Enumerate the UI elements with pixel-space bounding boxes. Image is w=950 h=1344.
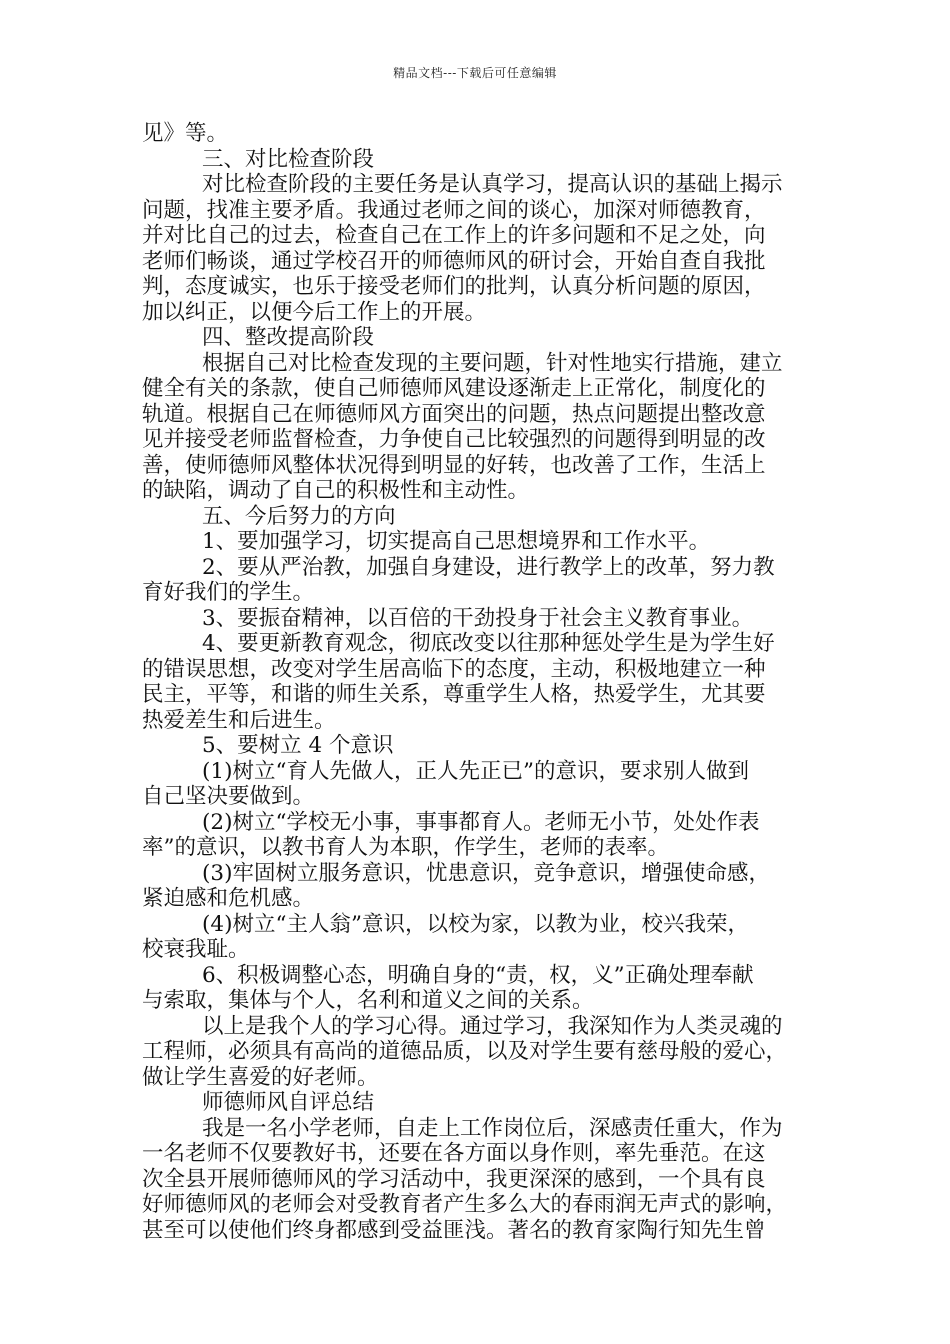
text-line: 一名老师不仅要教好书，还要在各方面以身作则，率先垂范。在这 (142, 1141, 766, 1166)
document-body (142, 121, 808, 1243)
text-line: (2)树立“学校无小事，事事都育人。老师无小节，处处作表 (202, 809, 760, 835)
text-line: 轨道。根据自己在师德师风方面突出的问题，热点问题提出整改意 (142, 401, 766, 427)
text-line: 见并接受老师监督检查，力争使自己比较强烈的问题得到明显的改 (142, 427, 766, 452)
text-line: 判，态度诚实，也乐于接受老师们的批判，认真分析问题的原因， (142, 274, 766, 299)
text-line: 率”的意识，以教书育人为本职，作学生，老师的表率。 (142, 835, 669, 860)
text-line: (1)树立“育人先做人，正人先正已”的意识，要求别人做到 (202, 758, 749, 784)
text-line: 健全有关的条款，使自己师德师风建设逐渐走上正常化，制度化的 (142, 376, 766, 401)
text-line: 师德师风自评总结 (202, 1090, 375, 1115)
text-line: 对比检查阶段的主要任务是认真学习，提高认识的基础上揭示 (202, 172, 783, 197)
text-line: 6、积极调整心态，明确自身的“责，权，义”正确处理奉献 (202, 962, 754, 988)
text-line: 以上是我个人的学习心得。通过学习，我深知作为人类灵魂的 (202, 1013, 783, 1039)
text-line: 见》等。 (142, 121, 229, 146)
text-line: 的缺陷，调动了自己的积极性和主动性。 (142, 478, 530, 503)
text-line: 好师德师风的老师会对受教育者产生多么大的春雨润无声式的影响， (142, 1192, 788, 1217)
text-line: 次全县开展师德师风的学习活动中，我更深深的感到，一个具有良 (142, 1166, 766, 1192)
text-line: 校衰我耻。 (142, 937, 250, 962)
text-line: 甚至可以使他们终身都感到受益匪浅。著名的教育家陶行知先生曾 (142, 1217, 766, 1243)
text-line: 育好我们的学生。 (142, 580, 315, 605)
text-line: (3)牢固树立服务意识，忧患意识，竞争意识，增强使命感， (202, 860, 770, 886)
text-line: 我是一名小学老师，自走上工作岗位后，深感责任重大，作为 (202, 1115, 783, 1141)
text-line: 工程师，必须具有高尚的道德品质，以及对学生要有慈母般的爱心， (142, 1039, 788, 1064)
text-line: 加以纠正，以便今后工作上的开展。 (142, 299, 487, 325)
text-line: 并对比自己的过去，检查自己在工作上的许多问题和不足之处，向 (142, 223, 766, 248)
text-line: 的错误思想，改变对学生居高临下的态度，主动，积极地建立一种 (142, 656, 766, 682)
text-line: 自己坚决要做到。 (142, 784, 315, 809)
text-line: 5、要树立 4 个意识 (202, 733, 394, 758)
text-line: 根据自己对比检查发现的主要问题，针对性地实行措施，建立 (202, 350, 783, 376)
text-line: 做让学生喜爱的好老师。 (142, 1064, 379, 1090)
text-line: 紧迫感和危机感。 (142, 886, 315, 911)
text-line: 1、要加强学习，切实提高自己思想境界和工作水平。 (202, 529, 711, 554)
text-line: 与索取，集体与个人，名利和道义之间的关系。 (142, 988, 594, 1013)
text-line: 四、整改提高阶段 (202, 325, 375, 350)
text-line: 五、今后努力的方向 (202, 503, 396, 529)
text-line: (4)树立“主人翁”意识，以校为家，以教为业，校兴我荣， (202, 911, 749, 937)
text-line: 善，使师德师风整体状况得到明显的好转，也改善了工作，生活上 (142, 452, 766, 478)
text-line: 4、要更新教育观念，彻底改变以往那种惩处学生是为学生好 (202, 631, 775, 656)
text-line: 老师们畅谈，通过学校召开的师德师风的研讨会，开始自查自我批 (142, 248, 766, 274)
text-line: 民主，平等，和谐的师生关系，尊重学生人格，热爱学生，尤其要 (142, 682, 766, 707)
text-line: 3、要振奋精神，以百倍的干劲投身于社会主义教育事业。 (202, 605, 754, 631)
text-line: 三、对比检查阶段 (202, 146, 375, 172)
page-header: 精品文档---下载后可任意编辑 (393, 66, 557, 80)
text-line: 2、要从严治教，加强自身建设，进行教学上的改革，努力教 (202, 554, 775, 580)
text-line: 热爱差生和后进生。 (142, 707, 336, 733)
text-line: 问题，找准主要矛盾。我通过老师之间的谈心，加深对师德教育， (142, 197, 766, 223)
